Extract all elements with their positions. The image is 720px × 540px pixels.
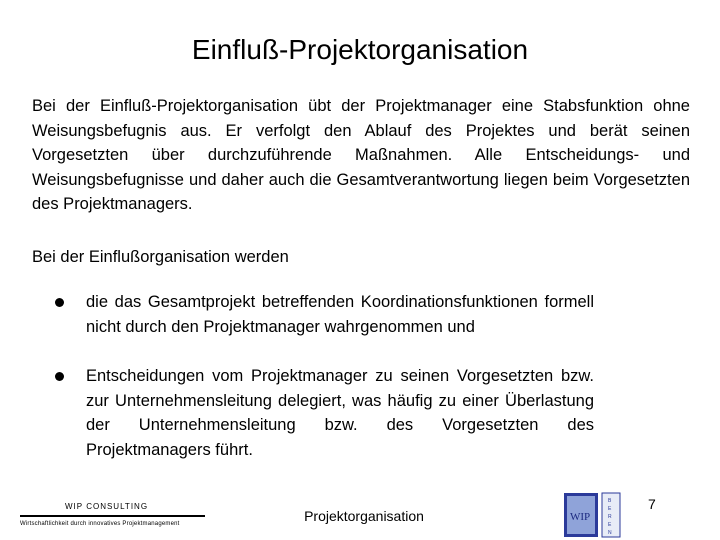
bullet-text: Entscheidungen vom Projektmanager zu seinen Vorgesetzten bzw. zur Unternehmensleitung delegiert, was häufig zu einer Überlastung der Unternehmensleitung bzw. des Vorgesetzten des Projektmanagers führt. bbox=[86, 367, 594, 459]
intro-text: Bei der Einflußorganisation werden bbox=[32, 248, 289, 266]
bullet-dot-icon bbox=[55, 372, 64, 381]
logo-side-letter: R bbox=[608, 514, 612, 520]
logo-lettering: WIP bbox=[570, 511, 591, 523]
company-logo-icon bbox=[562, 490, 640, 540]
footer-tagline: Wirtschaftlichkeit durch innovatives Projektmanagement bbox=[20, 521, 180, 527]
footer-title: Projektorganisation bbox=[304, 508, 424, 524]
logo-side-letter: E bbox=[608, 522, 612, 528]
body-paragraph: Bei der Einfluß-Projektorganisation übt der Projektmanager eine Stabsfunktion ohne Weisungsbefugnis aus. Er verfolgt den Ablauf des Projektes und berät seinen Vorgesetzten über durchzuführende Maßnahmen. Alle Entscheidungs- und Weisungsbefugnisse und daher auch die Gesamtverantwortung liegen beim Vorgesetzten des Projektmanagers. bbox=[32, 97, 690, 213]
bullet-text: die das Gesamtprojekt betreffenden Koordinationsfunktionen formell nicht durch den Projektmanager wahrgenommen und bbox=[86, 293, 594, 336]
page-number: 7 bbox=[648, 496, 656, 512]
logo-side-letter: E bbox=[608, 506, 612, 512]
bullet-dot-icon bbox=[55, 298, 64, 307]
logo-side-letter: B bbox=[608, 498, 612, 504]
logo-side-letter: N bbox=[608, 530, 612, 536]
bullet-item bbox=[86, 290, 594, 339]
footer-company-name: WIP CONSULTING bbox=[65, 502, 149, 511]
bullet-item bbox=[86, 364, 594, 462]
slide-title: Einfluß-Projektorganisation bbox=[191, 34, 529, 65]
